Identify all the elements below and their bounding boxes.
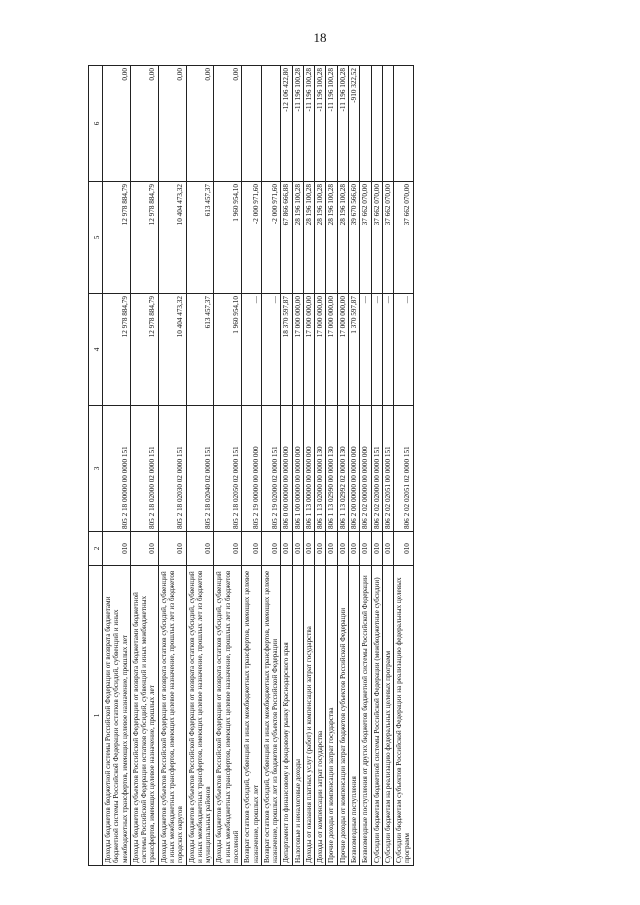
row-line-code: 010 bbox=[315, 532, 326, 566]
table-row bbox=[371, 66, 382, 866]
column-number-row bbox=[89, 66, 103, 866]
row-approved-amount: 1 960 954,10 bbox=[214, 294, 242, 406]
row-unexecuted-amount bbox=[371, 66, 382, 182]
row-executed-amount: 37 662 070,00 bbox=[394, 182, 414, 294]
row-approved-amount: — bbox=[382, 294, 393, 406]
column-number-header: 6 bbox=[89, 66, 103, 182]
row-executed-amount: 37 662 070,00 bbox=[382, 182, 393, 294]
row-executed-amount: 12 978 884,79 bbox=[130, 182, 158, 294]
table-row bbox=[303, 66, 314, 866]
row-description: Налоговые и неналоговые доходы bbox=[292, 566, 303, 866]
revenue-table bbox=[88, 65, 414, 866]
row-executed-amount: 28 196 100,28 bbox=[337, 182, 348, 294]
table-row bbox=[382, 66, 393, 866]
row-budget-classification-code: 805 2 19 02000 02 0000 151 bbox=[261, 406, 281, 532]
table-row bbox=[337, 66, 348, 866]
page-number: 18 bbox=[313, 30, 327, 45]
row-line-code: 010 bbox=[326, 532, 337, 566]
row-executed-amount: 1 960 954,10 bbox=[214, 182, 242, 294]
row-budget-classification-code: 806 2 02 02000 00 0000 151 bbox=[371, 406, 382, 532]
row-approved-amount: — bbox=[261, 294, 281, 406]
row-description: Доходы от компенсации затрат государства bbox=[315, 566, 326, 866]
row-budget-classification-code: 806 0 00 00000 00 0000 000 bbox=[281, 406, 292, 532]
rotated-table-container bbox=[88, 66, 508, 866]
row-executed-amount: 28 196 100,28 bbox=[315, 182, 326, 294]
column-number-header: 4 bbox=[89, 294, 103, 406]
row-description: Субсидии бюджетам бюджетной системы Российской Федерации (межбюджетные субсидии) bbox=[371, 566, 382, 866]
column-number-header: 1 bbox=[89, 566, 103, 866]
row-unexecuted-amount: -11 196 100,28 bbox=[315, 66, 326, 182]
row-budget-classification-code: 805 2 18 00000 00 0000 151 bbox=[103, 406, 131, 532]
row-description: Безвозмездные поступления bbox=[349, 566, 360, 866]
row-executed-amount: 39 670 566,60 bbox=[349, 182, 360, 294]
row-line-code: 010 bbox=[337, 532, 348, 566]
row-budget-classification-code: 806 1 13 02990 00 0000 130 bbox=[326, 406, 337, 532]
table-row bbox=[315, 66, 326, 866]
row-budget-classification-code: 806 1 13 00000 00 0000 000 bbox=[303, 406, 314, 532]
row-executed-amount: 67 866 666,88 bbox=[281, 182, 292, 294]
table-body bbox=[103, 66, 414, 866]
row-line-code: 010 bbox=[158, 532, 186, 566]
row-executed-amount: 613 457,37 bbox=[186, 182, 214, 294]
row-description: Прочие доходы от компенсации затрат государства bbox=[326, 566, 337, 866]
rotated-table-frame bbox=[88, 66, 508, 866]
row-description: Департамент по финансовому и фондовому рынку Краснодарского края bbox=[281, 566, 292, 866]
table-row bbox=[158, 66, 186, 866]
row-description: Прочие доходы от компенсации затрат бюджетов субъектов Российской Федерации bbox=[337, 566, 348, 866]
row-unexecuted-amount bbox=[382, 66, 393, 182]
row-description: Доходы бюджетов субъектов Российской Федерации от возврата остатков субсидий, субвенций и иных межбюджетных трансфертов, имеющих целевое назначение, прошлых лет из бюджетов муниципальных районов bbox=[186, 566, 214, 866]
table-row bbox=[349, 66, 360, 866]
row-executed-amount: 28 196 100,28 bbox=[303, 182, 314, 294]
row-budget-classification-code: 805 2 18 02000 02 0000 151 bbox=[130, 406, 158, 532]
column-number-header: 2 bbox=[89, 532, 103, 566]
row-unexecuted-amount bbox=[394, 66, 414, 182]
row-line-code: 010 bbox=[242, 532, 262, 566]
row-approved-amount: 17 000 000,00 bbox=[326, 294, 337, 406]
row-approved-amount: — bbox=[371, 294, 382, 406]
row-executed-amount: 37 662 070,00 bbox=[371, 182, 382, 294]
table-row bbox=[360, 66, 371, 866]
table-row bbox=[394, 66, 414, 866]
row-executed-amount: 12 978 884,79 bbox=[103, 182, 131, 294]
row-description: Доходы от оказания платных услуг (работ) и компенсации затрат государства bbox=[303, 566, 314, 866]
row-unexecuted-amount: -11 196 100,28 bbox=[303, 66, 314, 182]
row-description: Безвозмездные поступления от других бюджетов бюджетной системы Российской Федерации bbox=[360, 566, 371, 866]
row-line-code: 010 bbox=[261, 532, 281, 566]
row-budget-classification-code: 805 2 18 02030 02 0000 151 bbox=[158, 406, 186, 532]
row-description: Субсидии бюджетам на реализацию федеральных целевых программ bbox=[382, 566, 393, 866]
row-line-code: 010 bbox=[303, 532, 314, 566]
table-row bbox=[130, 66, 158, 866]
row-line-code: 010 bbox=[371, 532, 382, 566]
row-approved-amount: 613 457,37 bbox=[186, 294, 214, 406]
row-line-code: 010 bbox=[382, 532, 393, 566]
row-line-code: 010 bbox=[349, 532, 360, 566]
row-description: Субсидии бюджетам субъектов Российской Федерации на реализацию федеральных целевых программ bbox=[394, 566, 414, 866]
row-approved-amount: 17 000 000,00 bbox=[337, 294, 348, 406]
row-description: Доходы бюджетов субъектов Российской Федерации от возврата остатков субсидий, субвенций и иных межбюджетных трансфертов, имеющих целевое назначение, прошлых лет из бюджетов городских округов bbox=[158, 566, 186, 866]
row-description: Доходы бюджетов субъектов Российской Федерации от возврата бюджетами бюджетной системы Российской Федерации остатков субсидий, субвенций и иных межбюджетных трансфертов, имеющих целевое назначение, прошлых лет bbox=[130, 566, 158, 866]
row-budget-classification-code: 806 2 00 00000 00 0000 000 bbox=[349, 406, 360, 532]
row-budget-classification-code: 806 2 02 02051 00 0000 151 bbox=[382, 406, 393, 532]
row-budget-classification-code: 806 2 02 00000 00 0000 000 bbox=[360, 406, 371, 532]
row-line-code: 010 bbox=[130, 532, 158, 566]
row-unexecuted-amount: 0,00 bbox=[186, 66, 214, 182]
row-approved-amount: 17 000 000,00 bbox=[303, 294, 314, 406]
row-executed-amount: 10 404 473,32 bbox=[158, 182, 186, 294]
table-row bbox=[292, 66, 303, 866]
row-description: Доходы бюджетов субъектов Российской Федерации от возврата остатков субсидий, субвенций и иных межбюджетных трансфертов, имеющих целевое назначение, прошлых лет из бюджетов поселений bbox=[214, 566, 242, 866]
row-line-code: 010 bbox=[360, 532, 371, 566]
table-row bbox=[214, 66, 242, 866]
row-budget-classification-code: 806 1 13 02992 02 0000 130 bbox=[337, 406, 348, 532]
row-executed-amount: 37 662 070,00 bbox=[360, 182, 371, 294]
column-number-header: 5 bbox=[89, 182, 103, 294]
row-approved-amount: 12 978 884,79 bbox=[130, 294, 158, 406]
row-unexecuted-amount bbox=[261, 66, 281, 182]
row-executed-amount: -2 000 971,60 bbox=[242, 182, 262, 294]
table-row bbox=[281, 66, 292, 866]
row-budget-classification-code: 806 1 00 00000 00 0000 000 bbox=[292, 406, 303, 532]
row-executed-amount: -2 000 971,60 bbox=[261, 182, 281, 294]
row-line-code: 010 bbox=[394, 532, 414, 566]
table-row bbox=[326, 66, 337, 866]
row-approved-amount: 17 000 000,00 bbox=[315, 294, 326, 406]
row-budget-classification-code: 805 2 18 02040 02 0000 151 bbox=[186, 406, 214, 532]
table-row bbox=[103, 66, 131, 866]
row-unexecuted-amount: -11 196 100,28 bbox=[337, 66, 348, 182]
row-line-code: 010 bbox=[281, 532, 292, 566]
row-approved-amount: 12 978 884,79 bbox=[103, 294, 131, 406]
row-unexecuted-amount bbox=[360, 66, 371, 182]
row-unexecuted-amount: 0,00 bbox=[103, 66, 131, 182]
table-row bbox=[242, 66, 262, 866]
row-line-code: 010 bbox=[186, 532, 214, 566]
row-approved-amount: — bbox=[242, 294, 262, 406]
row-budget-classification-code: 806 2 02 02051 02 0000 151 bbox=[394, 406, 414, 532]
row-executed-amount: 28 196 100,28 bbox=[292, 182, 303, 294]
row-unexecuted-amount: 0,00 bbox=[214, 66, 242, 182]
row-unexecuted-amount: 0,00 bbox=[130, 66, 158, 182]
row-unexecuted-amount: -11 196 100,28 bbox=[326, 66, 337, 182]
row-approved-amount: 10 404 473,32 bbox=[158, 294, 186, 406]
row-line-code: 010 bbox=[103, 532, 131, 566]
row-description: Возврат остатков субсидий, субвенций и иных межбюджетных трансфертов, имеющих целевое назначение, прошлых лет bbox=[242, 566, 262, 866]
row-unexecuted-amount: 0,00 bbox=[158, 66, 186, 182]
row-description: Возврат остатков субсидий, субвенций и иных межбюджетных трансфертов, имеющих целевое назначение, прошлых лет из бюджетов субъектов Российской Федерации bbox=[261, 566, 281, 866]
row-budget-classification-code: 806 1 13 02000 00 0000 130 bbox=[315, 406, 326, 532]
row-approved-amount: — bbox=[394, 294, 414, 406]
row-executed-amount: 28 196 100,28 bbox=[326, 182, 337, 294]
row-approved-amount: 17 000 000,00 bbox=[292, 294, 303, 406]
row-approved-amount: — bbox=[360, 294, 371, 406]
row-description: Доходы бюджетов бюджетной системы Российской Федерации от возврата бюджетами бюджетной системы Российской Федерации остатков субсидий, субвенций и иных межбюджетных трансфертов, имеющих целевое назначение, прошлых лет bbox=[103, 566, 131, 866]
row-unexecuted-amount: -12 106 422,80 bbox=[281, 66, 292, 182]
row-line-code: 010 bbox=[214, 532, 242, 566]
row-budget-classification-code: 805 2 18 02050 02 0000 151 bbox=[214, 406, 242, 532]
row-line-code: 010 bbox=[292, 532, 303, 566]
row-approved-amount: 1 370 597,87 bbox=[349, 294, 360, 406]
row-unexecuted-amount: -11 196 100,28 bbox=[292, 66, 303, 182]
row-unexecuted-amount bbox=[242, 66, 262, 182]
column-number-header: 3 bbox=[89, 406, 103, 532]
row-budget-classification-code: 805 2 19 00000 00 0000 000 bbox=[242, 406, 262, 532]
table-row bbox=[186, 66, 214, 866]
row-unexecuted-amount: -910 322,52 bbox=[349, 66, 360, 182]
table-row bbox=[261, 66, 281, 866]
row-approved-amount: 18 370 597,87 bbox=[281, 294, 292, 406]
